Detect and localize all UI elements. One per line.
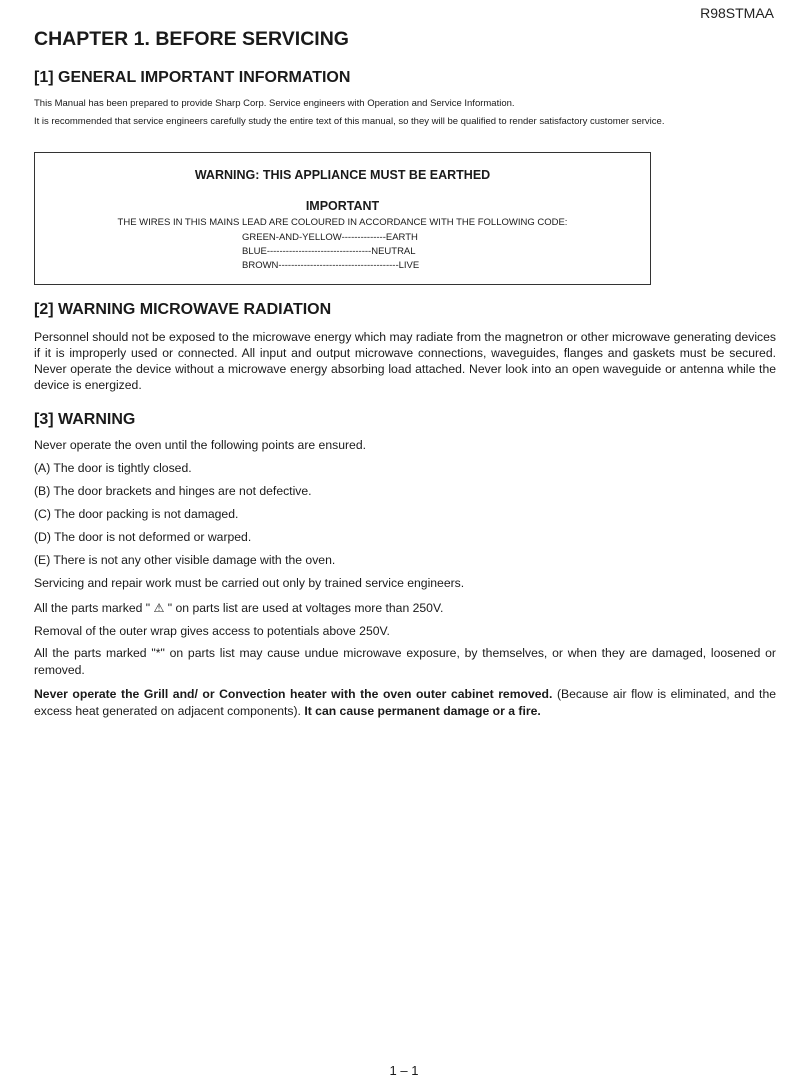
general-para-2: It is recommended that service engineers carefully study the entire text of this manual, so they will be qualified to render satisfactory customer service. [34, 116, 665, 127]
parts-star-note: All the parts marked "*" on parts list may cause undue microwave exposure, by themselves, or when they are damaged, loosened or removed. [34, 646, 776, 677]
check-item-a: (A) The door is tightly closed. [34, 461, 192, 475]
fire-warning-bold: It can cause permanent damage or a fire. [304, 704, 541, 718]
servicing-note: Servicing and repair work must be carried out only by trained service engineers. [34, 576, 465, 590]
general-para-1: This Manual has been prepared to provide Sharp Corp. Service engineers with Operation and Service Information. [34, 98, 515, 109]
wire-earth: GREEN-AND-YELLOW--------------EARTH [242, 232, 418, 243]
section-warning-title: [3] WARNING [34, 411, 136, 428]
model-code: R98STMAA [700, 5, 774, 21]
wire-neutral: BLUE---------------------------------NEUTRAL [242, 246, 416, 257]
parts-voltage-note: All the parts marked " ⚠ " on parts list are used at voltages more than 250V. [34, 601, 444, 615]
grill-warning-bold: Never operate the Grill and/ or Convection heater with the oven outer cabinet removed. [34, 687, 553, 701]
grill-warning-reason: (Because air flow is eliminated, and the excess heat generated on adjacent components). [34, 687, 776, 718]
grill-warning [34, 686, 776, 720]
page-number: 1 – 1 [389, 1063, 419, 1078]
earthing-warning: WARNING: THIS APPLIANCE MUST BE EARTHED [194, 168, 491, 182]
check-item-d: (D) The door is not deformed or warped. [34, 530, 252, 544]
important-heading: IMPORTANT [305, 199, 380, 213]
section-radiation-title: [2] WARNING MICROWAVE RADIATION [34, 301, 332, 318]
warning-intro: Never operate the oven until the following points are ensured. [34, 438, 366, 452]
check-item-c: (C) The door packing is not damaged. [34, 507, 239, 521]
check-item-b: (B) The door brackets and hinges are not defective. [34, 484, 312, 498]
radiation-paragraph: Personnel should not be exposed to the microwave energy which may radiate from the magnetron or other microwave generating devices if it is improperly used or connected. All input and output microwave connections, waveguides, flanges and gaskets must be secured. Never operate the device without a microwave energy absorbing load attached. Never look into an open waveguide or antenna while the device is energized. [34, 330, 776, 392]
earthing-warning-box [34, 152, 651, 285]
wire-live: BROWN--------------------------------------LIVE [242, 260, 420, 271]
check-item-e: (E) There is not any other visible damage with the oven. [34, 553, 336, 567]
wire-code-list [242, 231, 419, 273]
outer-wrap-note: Removal of the outer wrap gives access to potentials above 250V. [34, 624, 390, 638]
wire-code-line: THE WIRES IN THIS MAINS LEAD ARE COLOURED IN ACCORDANCE WITH THE FOLLOWING CODE: [117, 217, 568, 228]
section-general-title: [1] GENERAL IMPORTANT INFORMATION [34, 69, 351, 86]
chapter-title: CHAPTER 1. BEFORE SERVICING [34, 28, 349, 50]
